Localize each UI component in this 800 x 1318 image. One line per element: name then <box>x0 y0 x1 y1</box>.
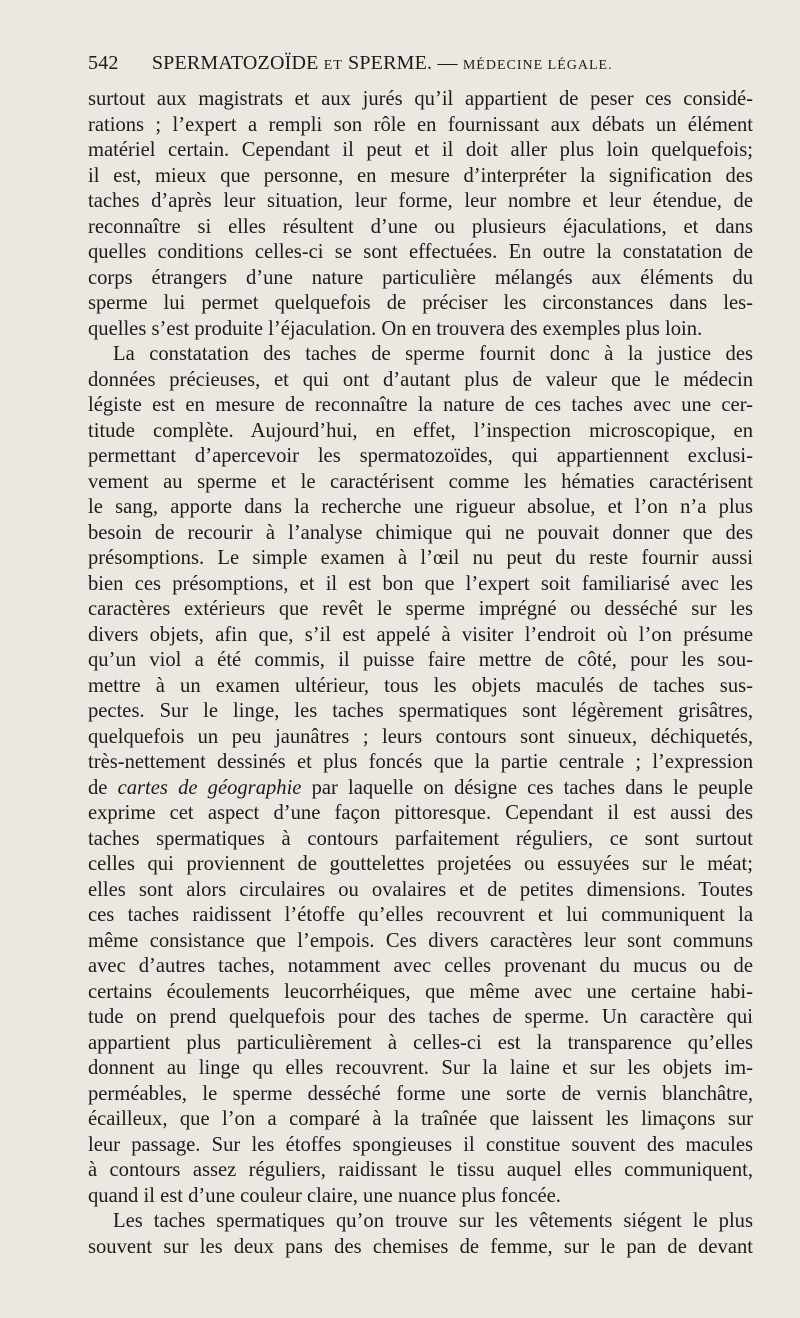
text-line: celles qui proviennent de gouttelettes projetées ou essuyées sur le méat; <box>88 853 753 875</box>
text-line: à contours assez réguliers, raidissant le tissu auquel elles communiquent, <box>88 1159 753 1181</box>
paragraph-start-line: La constatation des taches de sperme fournit donc à la justice des <box>113 343 753 365</box>
line-segment: par laquelle on désigne ces taches dans le peuple <box>311 776 753 799</box>
text-line: matériel certain. Cependant il peut et il doit aller plus loin quelquefois; <box>88 139 753 161</box>
text-line: quelquefois un peu jaunâtres ; leurs contours sont sinueux, déchiquetés, <box>88 725 753 748</box>
text-line: rations ; l’expert a rempli son rôle en fournissant aux débats un élément <box>88 113 753 136</box>
text-line: mettre à un examen ultérieur, tous les objets maculés de taches sus- <box>88 674 753 697</box>
text-line: il est, mieux que personne, en mesure d’interpréter la signification des <box>88 164 753 187</box>
text-line: quelles s’est produite l’éjaculation. On en trouvera des exemples plus loin. <box>88 317 703 340</box>
text-line: exprime cet aspect d’une façon pittoresque. Cependant il est aussi des <box>88 802 753 824</box>
text-line: présomptions. Le simple examen à l’œil nu peut du reste fournir aussi <box>88 547 753 569</box>
text-line: tude on prend quelquefois pour des taches de sperme. Un caractère qui <box>88 1006 753 1028</box>
text-line: corps étrangers d’une nature particulière mélangés aux éléments du <box>88 266 753 289</box>
text-line: souvent sur les deux pans des chemises de femme, sur le pan de devant <box>88 1235 753 1258</box>
line-segment: de <box>88 776 108 799</box>
page-number: 542 <box>88 52 119 74</box>
text-line-with-italic <box>88 776 753 802</box>
text-line: leur passage. Sur les étoffes spongieuses il constitue souvent des macules <box>88 1133 753 1156</box>
running-title-second: SPERME. <box>348 52 433 74</box>
text-line: bien ces présomptions, et il est bon que l’expert soit familiarisé avec les <box>88 572 753 595</box>
text-line: vement au sperme et le caractérisent comme les hématies caractérisent <box>88 470 753 493</box>
running-title-connector: ET <box>323 58 343 73</box>
running-title: SPERMATOZOÏDE <box>151 52 319 74</box>
text-line: taches d’après leur situation, leur forme, leur nombre et leur étendue, de <box>88 190 753 212</box>
text-line: ces taches raidissent l’étoffe qu’elles recouvrent et lui communiquent la <box>88 904 753 926</box>
text-line: très-nettement dessinés et plus foncés que la partie centrale ; l’expression <box>88 751 753 773</box>
text-line: perméables, le sperme desséché forme une sorte de vernis blanchâtre, <box>88 1082 753 1105</box>
text-line: qu’un viol a été commis, il puisse faire mettre de côté, pour les sou- <box>88 649 753 671</box>
text-line: surtout aux magistrats et aux jurés qu’il appartient de peser ces considé- <box>88 88 753 110</box>
text-line: le sang, apporte dans la recherche une rigueur absolue, et l’on n’a plus <box>88 496 753 518</box>
text-line: caractères extérieurs que revêt le sperme imprégné ou desséché sur les <box>88 598 753 620</box>
text-line: besoin de recourir à l’analyse chimique qui ne pouvait donner que des <box>88 521 753 544</box>
text-line: titude complète. Aujourd’hui, en effet, l’inspection microscopique, en <box>88 419 753 442</box>
running-section: MÉDECINE LÉGALE. <box>462 58 613 73</box>
text-line: elles sont alors circulaires ou ovalaires et de petites dimensions. Toutes <box>88 878 753 901</box>
text-line: données précieuses, et qui ont d’autant plus de valeur que le médecin <box>88 368 753 391</box>
body-text <box>88 87 753 1260</box>
text-line: même consistance que l’empois. Ces divers caractères leur sont communs <box>88 929 753 952</box>
text-line: légiste est en mesure de reconnaître la nature de ces taches avec une cer- <box>88 394 753 416</box>
running-head <box>88 52 748 82</box>
running-dash: — <box>437 52 458 74</box>
text-line: sperme lui permet quelquefois de préciser les circonstances dans les- <box>88 292 753 314</box>
italic-phrase: cartes de géographie <box>117 776 302 799</box>
text-line: reconnaître si elles résultent d’une ou plusieurs éjaculations, et dans <box>88 215 753 238</box>
text-line: certains écoulements leucorrhéiques, que même avec une certaine habi- <box>88 980 753 1003</box>
text-line: avec d’autres taches, notamment avec celles provenant du mucus ou de <box>88 955 753 977</box>
text-line: quelles conditions celles-ci se sont effectuées. En outre la constatation de <box>88 241 753 263</box>
text-line: quand il est d’une couleur claire, une nuance plus foncée. <box>88 1184 561 1207</box>
text-line: donnent au linge qu elles recouvrent. Sur la laine et sur les objets im- <box>88 1057 753 1079</box>
text-line: écailleux, que l’on a comparé à la traînée que laissent les limaçons sur <box>88 1108 753 1130</box>
text-line: divers objets, afin que, s’il est appelé à visiter l’endroit où l’on présume <box>88 623 753 646</box>
text-line: permettant d’apercevoir les spermatozoïdes, qui appartiennent exclusi- <box>88 445 753 467</box>
paragraph-start-line: Les taches spermatiques qu’on trouve sur les vêtements siégent le plus <box>113 1210 753 1232</box>
text-line: taches spermatiques à contours parfaitement réguliers, ce sont surtout <box>88 827 753 850</box>
text-line: pectes. Sur le linge, les taches spermatiques sont légèrement grisâtres, <box>88 700 753 722</box>
text-line: appartient plus particulièrement à celles-ci est la transparence qu’elles <box>88 1031 753 1054</box>
